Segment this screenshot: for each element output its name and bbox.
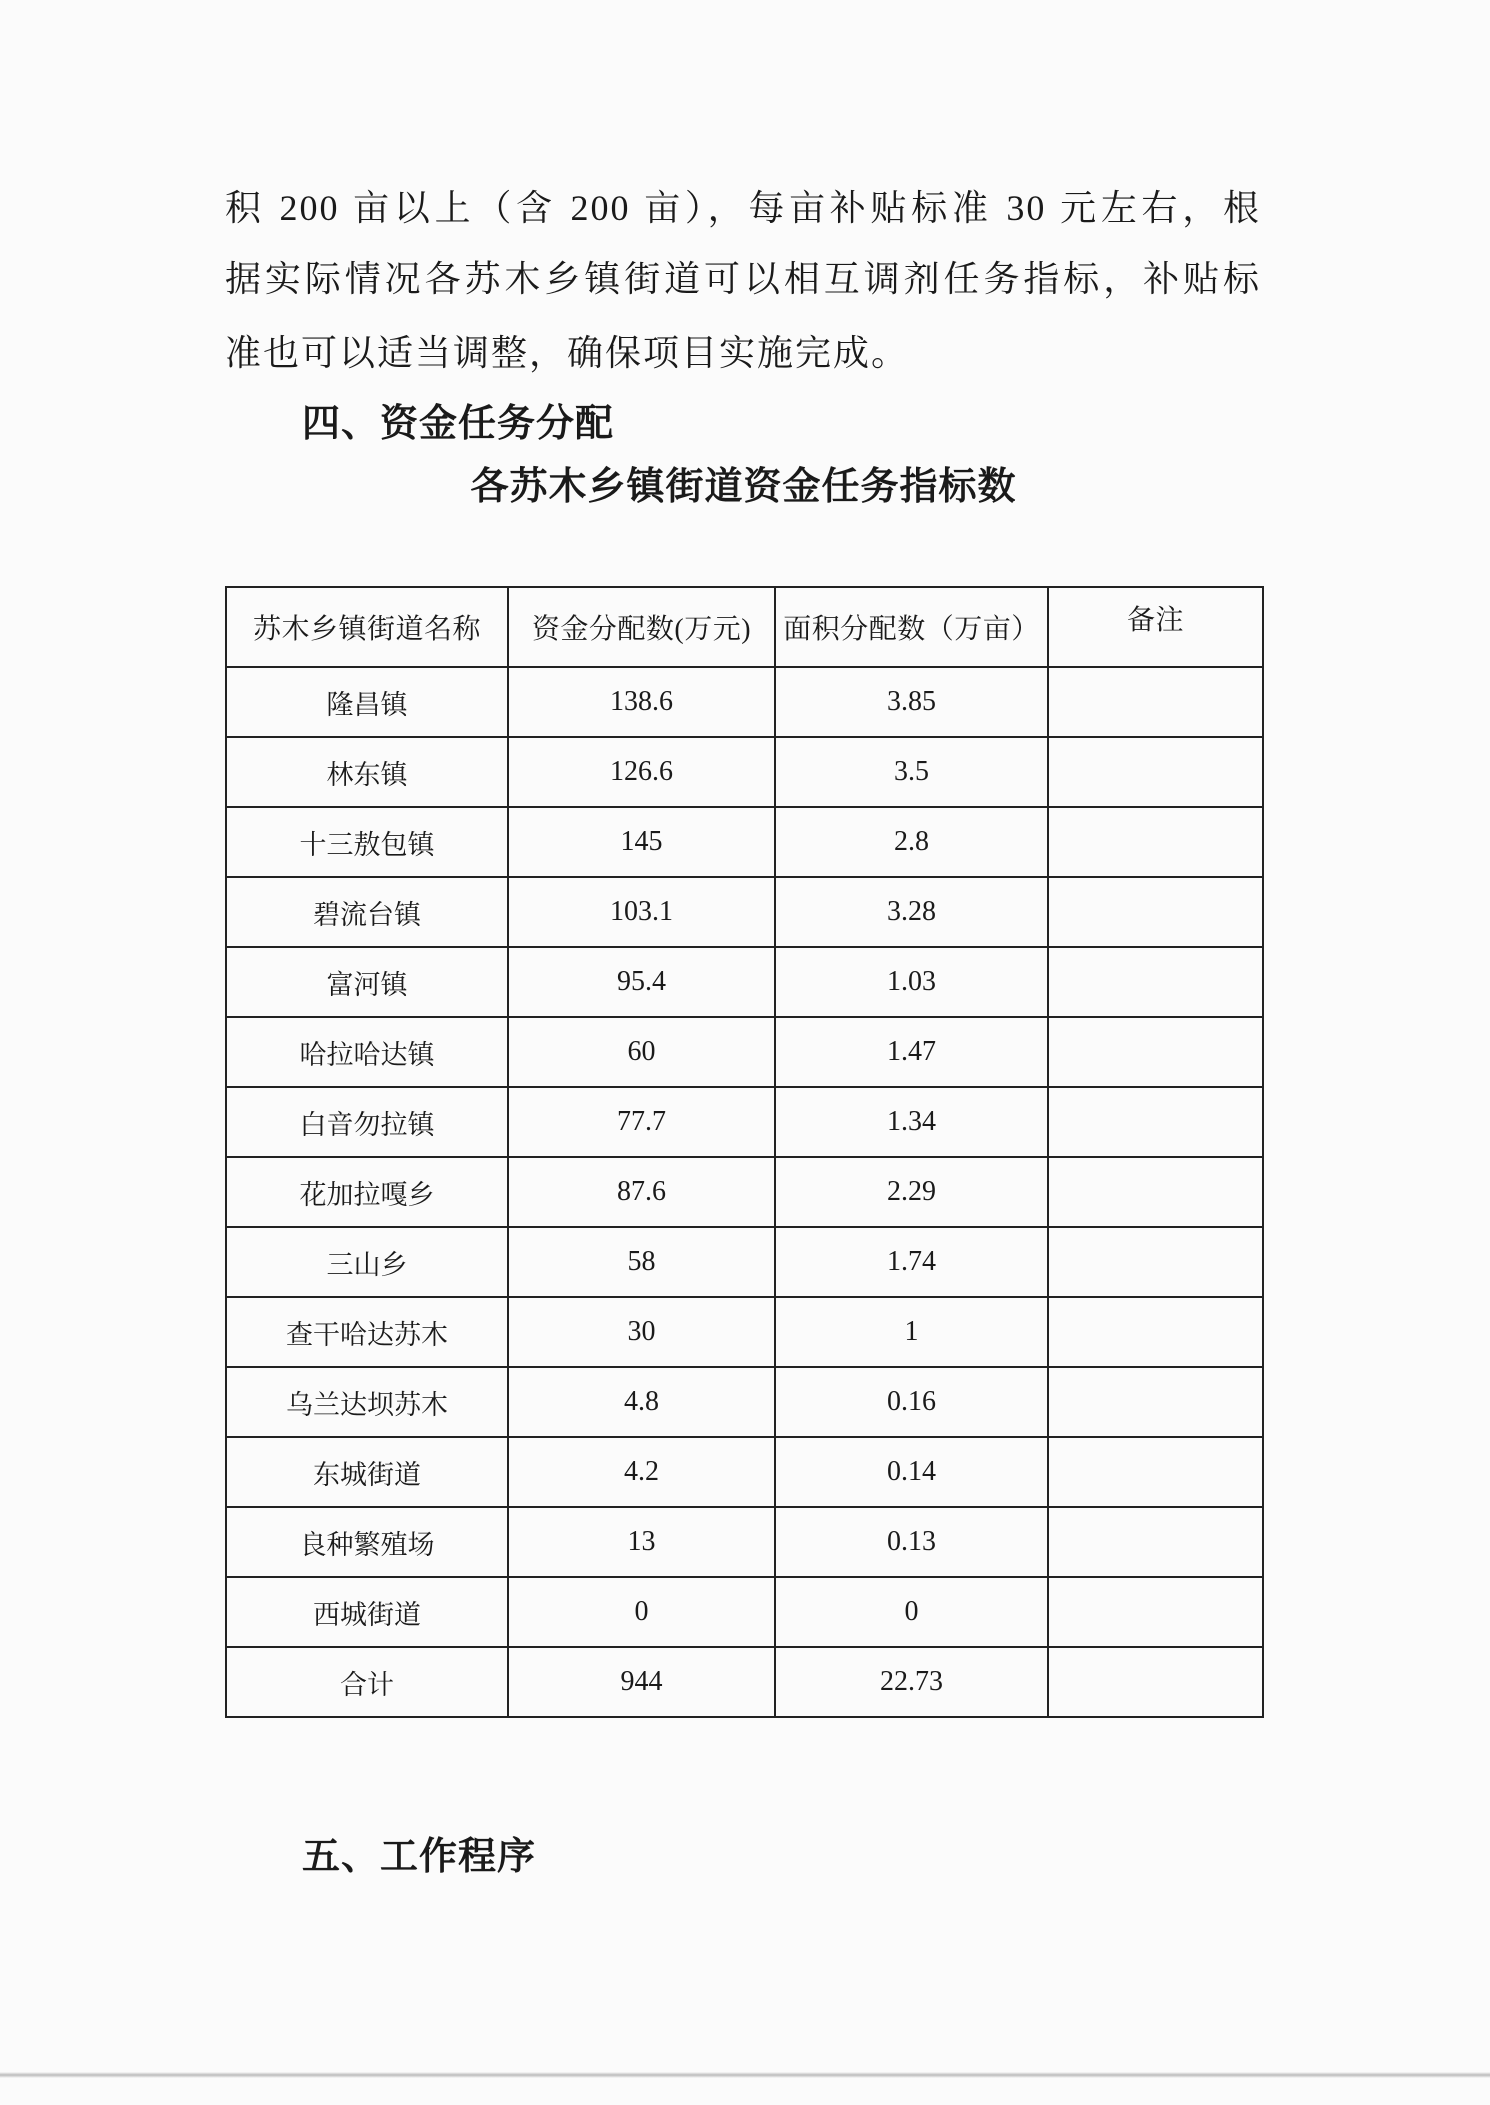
cell-note <box>1048 1577 1263 1647</box>
table-row <box>226 947 1263 1017</box>
table-row <box>226 1577 1263 1647</box>
section-heading-work-procedure: 五、工作程序 <box>302 1834 537 1878</box>
cell-area: 3.85 <box>775 667 1048 737</box>
cell-area: 1.34 <box>775 1087 1048 1157</box>
table-row <box>226 1087 1263 1157</box>
cell-note <box>1048 877 1263 947</box>
cell-funds: 95.4 <box>508 947 775 1017</box>
cell-funds: 0 <box>508 1577 775 1647</box>
table-row <box>226 877 1263 947</box>
cell-name: 隆昌镇 <box>226 667 508 737</box>
header-cell-note: 备注 <box>1048 587 1263 667</box>
table-row <box>226 1227 1263 1297</box>
cell-note <box>1048 1367 1263 1437</box>
cell-name: 林东镇 <box>226 737 508 807</box>
cell-name: 乌兰达坝苏木 <box>226 1367 508 1437</box>
cell-funds: 138.6 <box>508 667 775 737</box>
cell-area: 1.74 <box>775 1227 1048 1297</box>
table-row <box>226 1507 1263 1577</box>
cell-name: 十三敖包镇 <box>226 807 508 877</box>
table-row <box>226 1367 1263 1437</box>
cell-area: 1 <box>775 1297 1048 1367</box>
cell-funds: 13 <box>508 1507 775 1577</box>
paragraph-line-1: 积 200 亩以上（含 200 亩），每亩补贴标准 30 元左右，根 <box>225 188 1261 228</box>
paragraph-line-2: 据实际情况各苏木乡镇街道可以相互调剂任务指标，补贴标 <box>225 259 1261 299</box>
table-row <box>226 1297 1263 1367</box>
cell-funds: 944 <box>508 1647 775 1717</box>
cell-name: 东城街道 <box>226 1437 508 1507</box>
cell-note <box>1048 1297 1263 1367</box>
cell-note <box>1048 667 1263 737</box>
cell-area: 2.8 <box>775 807 1048 877</box>
cell-funds: 4.2 <box>508 1437 775 1507</box>
cell-name: 合计 <box>226 1647 508 1717</box>
table-row <box>226 737 1263 807</box>
table-row <box>226 667 1263 737</box>
table-row <box>226 1017 1263 1087</box>
cell-area: 3.5 <box>775 737 1048 807</box>
header-cell-name: 苏木乡镇街道名称 <box>226 587 508 667</box>
scan-edge-line <box>0 2072 1490 2078</box>
cell-name: 查干哈达苏木 <box>226 1297 508 1367</box>
cell-note <box>1048 1647 1263 1717</box>
paragraph-line-3: 准也可以适当调整，确保项目实施完成。 <box>225 333 910 373</box>
allocation-table-body <box>226 587 1263 1717</box>
table-row <box>226 807 1263 877</box>
table-row <box>226 1157 1263 1227</box>
cell-note <box>1048 1507 1263 1577</box>
cell-note <box>1048 1087 1263 1157</box>
cell-area: 0.13 <box>775 1507 1048 1577</box>
table-header-row <box>226 587 1263 667</box>
cell-name: 碧流台镇 <box>226 877 508 947</box>
table-title: 各苏木乡镇街道资金任务指标数 <box>470 464 1017 508</box>
table-row <box>226 1437 1263 1507</box>
cell-funds: 60 <box>508 1017 775 1087</box>
cell-area: 22.73 <box>775 1647 1048 1717</box>
cell-funds: 77.7 <box>508 1087 775 1157</box>
cell-note <box>1048 1437 1263 1507</box>
cell-note <box>1048 807 1263 877</box>
section-heading-funds-allocation: 四、资金任务分配 <box>302 401 615 445</box>
header-cell-funds: 资金分配数(万元) <box>508 587 775 667</box>
cell-note <box>1048 737 1263 807</box>
cell-name: 富河镇 <box>226 947 508 1017</box>
cell-note <box>1048 1017 1263 1087</box>
cell-area: 1.03 <box>775 947 1048 1017</box>
cell-funds: 87.6 <box>508 1157 775 1227</box>
cell-area: 0 <box>775 1577 1048 1647</box>
cell-name: 西城街道 <box>226 1577 508 1647</box>
cell-name: 三山乡 <box>226 1227 508 1297</box>
cell-note <box>1048 947 1263 1017</box>
cell-funds: 145 <box>508 807 775 877</box>
cell-note <box>1048 1157 1263 1227</box>
allocation-table <box>225 586 1264 1718</box>
cell-note <box>1048 1227 1263 1297</box>
header-cell-area: 面积分配数（万亩） <box>775 587 1048 667</box>
cell-name: 哈拉哈达镇 <box>226 1017 508 1087</box>
cell-funds: 30 <box>508 1297 775 1367</box>
cell-name: 良种繁殖场 <box>226 1507 508 1577</box>
cell-area: 2.29 <box>775 1157 1048 1227</box>
cell-area: 0.14 <box>775 1437 1048 1507</box>
cell-area: 3.28 <box>775 877 1048 947</box>
cell-name: 白音勿拉镇 <box>226 1087 508 1157</box>
cell-funds: 103.1 <box>508 877 775 947</box>
cell-area: 0.16 <box>775 1367 1048 1437</box>
table-total-row <box>226 1647 1263 1717</box>
cell-funds: 58 <box>508 1227 775 1297</box>
cell-area: 1.47 <box>775 1017 1048 1087</box>
cell-funds: 4.8 <box>508 1367 775 1437</box>
cell-funds: 126.6 <box>508 737 775 807</box>
cell-name: 花加拉嘎乡 <box>226 1157 508 1227</box>
